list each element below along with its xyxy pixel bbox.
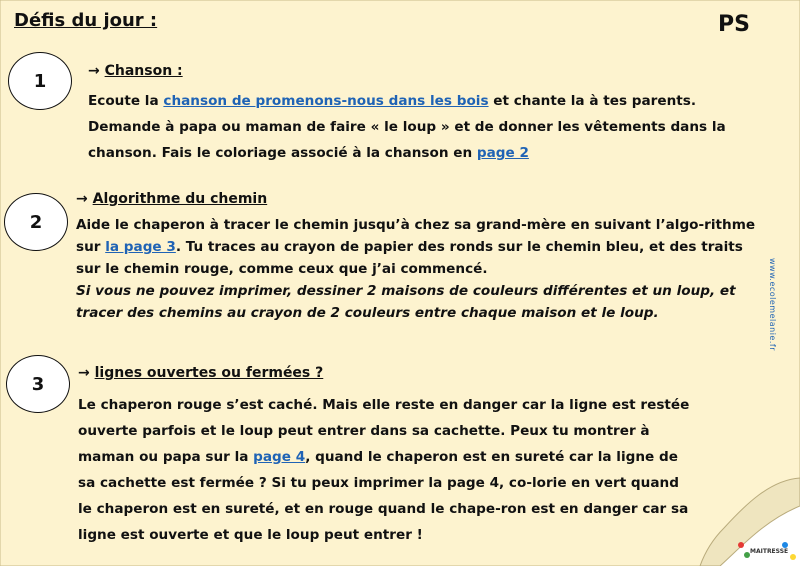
logo-text: MAITRESSE [750,548,789,555]
brand-logo [736,540,798,564]
challenge-2-title: Algorithme du chemin [92,191,268,207]
challenge-1-text [88,88,758,166]
challenge-3-title: lignes ouvertes ou fermées ? [94,365,324,381]
challenge-3-text [78,392,693,548]
challenge-1-text-a: Ecoute la [88,93,164,109]
arrow-icon: → [78,365,90,381]
arrow-icon: → [76,191,88,207]
challenge-2-number: 2 [4,193,68,251]
challenge-1-number: 1 [8,52,72,110]
site-watermark: www.ecolemelanie.fr [768,258,777,351]
arrow-icon: → [88,63,100,79]
challenge-1-title: Chanson : [104,63,183,79]
page-4-link[interactable]: page 4 [253,449,306,465]
challenge-3-text-b: , quand le chaperon est en sureté car la ligne de sa cachette est fermée ? Si tu peux imprimer la page 4, co-lorie en vert quand le chaperon est en sureté, et en rouge quand le chape-ron est en danger car sa ligne est ouverte et que le loup peut entrer ! [78,449,689,543]
challenge-2-text-b: . Tu traces au crayon de papier des ronds sur le chemin bleu, et des traits sur le chemin rouge, comme ceux que j’ai commencé. [76,239,743,277]
challenge-3-text-a: Le chaperon rouge s’est caché. Mais elle reste en danger car la ligne est restée ouverte parfois et le loup peut entrer dans sa cachette. Peux tu montrer à maman ou papa sur la [78,397,690,465]
logo-dot [738,542,744,548]
challenge-2-heading [76,191,267,207]
page-2-link[interactable]: page 2 [476,145,529,161]
page-title: Défis du jour : [14,10,158,31]
challenge-1-heading [88,63,183,79]
challenge-1-text-b: et chante la à tes parents. Demande à papa ou maman de faire « le loup » et de donner les vêtements dans la chanson. Fais le coloriage associé à la chanson en [88,93,726,161]
page-3-link[interactable]: la page 3 [105,239,176,255]
challenge-3-number: 3 [6,355,70,413]
song-link[interactable]: chanson de promenons-nous dans les bois [163,93,489,109]
challenge-2-text [76,214,760,324]
level-label: PS [718,12,750,37]
challenge-2-text-a: Aide le chaperon à tracer le chemin jusqu’à chez sa grand-mère en suivant l’algo-rithme sur [76,217,756,255]
challenge-2-note: Si vous ne pouvez imprimer, dessiner 2 maisons de couleurs différentes et un loup, et tracer des chemins au crayon de 2 couleurs entre chaque maison et le loup. [76,283,736,321]
challenge-3-heading [78,365,323,381]
logo-dot [790,554,796,560]
